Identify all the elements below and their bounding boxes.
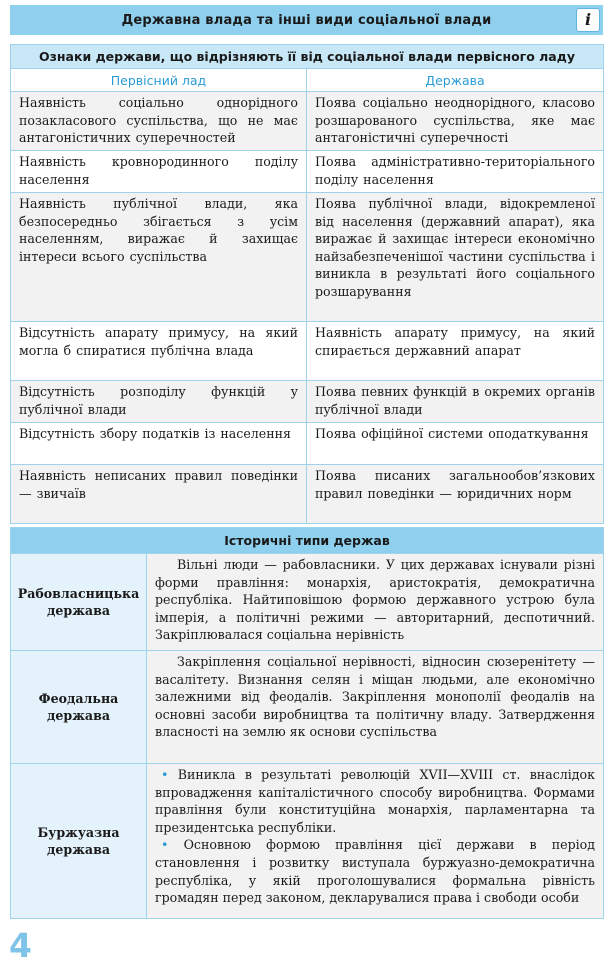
table-row	[11, 554, 604, 651]
table-row	[11, 151, 604, 193]
table-row	[11, 381, 604, 423]
bullet-item	[155, 836, 595, 906]
state-type-label: Буржуазна держава	[11, 764, 147, 919]
state-types-table	[10, 527, 604, 919]
bullet-text: Основною формою правління цієї держави в період становлення і розвитку виступала буржуазно-демократична республіка, у якій проголошувалися формальна рівність громадян перед законом, декларувалися права і свободи особи	[155, 837, 596, 906]
cell-primitive: Відсутність розподілу функцій у публічної влади	[11, 381, 307, 423]
table-row	[11, 651, 604, 764]
state-type-description	[147, 651, 604, 764]
table-row	[11, 423, 604, 465]
cell-primitive: Наявність публічної влади, яка безпосередньо збігається з усім населенням, виражає й захищає інтереси всього суспільства	[11, 193, 307, 322]
cell-primitive: Відсутність збору податків із населення	[11, 423, 307, 465]
bullet-icon: •	[161, 837, 169, 853]
cell-primitive: Наявність соціально однорідного позакласового суспільства, що не має антагоністичних суперечностей	[11, 92, 307, 151]
bullet-item	[155, 766, 595, 836]
cell-state: Поява публічної влади, відокремленої від населення (державний апарат), яка виражає й захищає інтереси економічно найзабезпеченішої частини суспільства і виникла в результаті його соціального розшарування	[307, 193, 604, 322]
cell-primitive: Відсутність апарату примусу, на який могла б спиратися публічна влада	[11, 322, 307, 381]
cell-state: Наявність апарату примусу, на який спирається державний апарат	[307, 322, 604, 381]
bullet-text: Виникла в результаті революцій XVII—XVIII ст. внаслідок впровадження капіталістичного способу виробництва. Формами правління були конституційна монархія, парламентарна та президентська республіки.	[155, 767, 596, 835]
column-header-state: Держава	[307, 69, 604, 92]
info-icon: i	[576, 8, 600, 32]
bullet-icon: •	[161, 767, 169, 782]
section-banner	[10, 5, 603, 35]
state-type-label: Рабовласницька держава	[11, 554, 147, 651]
comparison-table	[10, 44, 604, 524]
table-row	[11, 322, 604, 381]
section-title: Державна влада та інші види соціальної влади	[121, 12, 492, 28]
table-row	[11, 92, 604, 151]
state-type-description	[147, 764, 604, 919]
table-row	[11, 465, 604, 524]
description-paragraph: Вільні люди — рабовласники. У цих державах існували різні форми правління: монархія, аристократія, демократична республіка. Найтиповішою формою державного устрою була імперія, а політичні режими — авторитарний, деспотичний. Закріплювалася соціальна нерівність	[155, 557, 596, 643]
cell-state: Поява офіційної системи оподаткування	[307, 423, 604, 465]
column-header-primitive: Первісний лад	[11, 69, 307, 92]
state-types-title: Історичні типи держав	[11, 528, 604, 554]
cell-primitive: Наявність неписаних правил поведінки — звичаїв	[11, 465, 307, 524]
cell-state: Поява адміністративно-територіального поділу населення	[307, 151, 604, 193]
state-type-description	[147, 554, 604, 651]
cell-state: Поява соціально неоднорідного, класово розшарованого суспільства, яке має антагоністичні суперечності	[307, 92, 604, 151]
state-type-label: Феодальна держава	[11, 651, 147, 764]
comparison-table-title: Ознаки держави, що відрізняють її від соціальної влади первісного ладу	[11, 45, 604, 69]
table-row	[11, 193, 604, 322]
page-number: 4	[9, 926, 32, 965]
cell-primitive: Наявність кровнородинного поділу населення	[11, 151, 307, 193]
description-paragraph: Закріплення соціальної нерівності, відносин сюзеренітету — васалітету. Визнання селян і міщан людьми, але економічно залежними від феодалів. Закріплення монополії феодалів на основні засоби виробництва та політичну владу. Затвердження власності на землю як основи суспільства	[155, 654, 596, 740]
cell-state: Поява певних функцій в окремих органів публічної влади	[307, 381, 604, 423]
table-row	[11, 764, 604, 919]
cell-state: Поява писаних загальнообов’язкових правил поведінки — юридичних норм	[307, 465, 604, 524]
